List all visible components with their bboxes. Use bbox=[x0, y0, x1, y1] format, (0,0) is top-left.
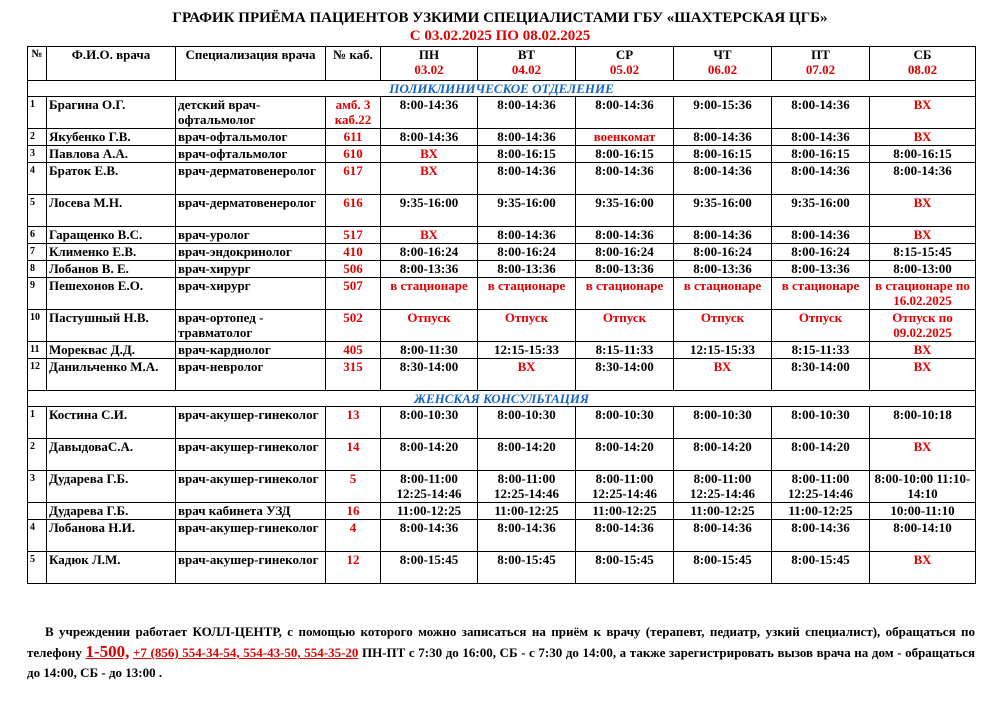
schedule-cell: 8:00-14:36 bbox=[478, 97, 576, 129]
schedule-cell: Отпуск по 09.02.2025 bbox=[870, 310, 976, 342]
schedule-cell: 8:15-11:33 bbox=[576, 342, 674, 359]
doctor-specialization: врач-акушер-гинеколог bbox=[176, 552, 326, 584]
schedule-cell: 8:00-14:36 bbox=[674, 520, 772, 552]
schedule-cell: 8:00-14:20 bbox=[381, 439, 478, 471]
schedule-cell: ВХ bbox=[870, 129, 976, 146]
schedule-cell: 8:00-14:36 bbox=[772, 129, 870, 146]
schedule-cell: 8:00-14:36 bbox=[674, 129, 772, 146]
doctor-name: Дударева Г.Б. bbox=[47, 503, 176, 520]
schedule-cell: 8:00-16:24 bbox=[674, 244, 772, 261]
row-number: 11 bbox=[28, 342, 47, 359]
row-number: 1 bbox=[28, 407, 47, 439]
doctor-specialization: врач-акушер-гинеколог bbox=[176, 471, 326, 503]
schedule-cell: ВХ bbox=[870, 359, 976, 391]
day-date: 06.02 bbox=[707, 62, 738, 77]
schedule-cell: 8:00-14:10 bbox=[870, 520, 976, 552]
schedule-cell: 8:00-15:45 bbox=[381, 552, 478, 584]
doctor-specialization: врач-офтальмолог bbox=[176, 146, 326, 163]
doctor-name: Мореквас Д.Д. bbox=[47, 342, 176, 359]
table-header-row bbox=[28, 47, 976, 81]
section-row bbox=[28, 81, 976, 97]
schedule-cell: в стационаре bbox=[381, 278, 478, 310]
day-date: 03.02 bbox=[414, 62, 444, 77]
row-number: 2 bbox=[28, 129, 47, 146]
schedule-cell: 8:00-10:18 bbox=[870, 407, 976, 439]
schedule-cell: ВХ bbox=[674, 359, 772, 391]
doctor-name: Пешехонов Е.О. bbox=[47, 278, 176, 310]
header-day-fri bbox=[772, 47, 870, 81]
schedule-cell: 8:00-14:36 bbox=[772, 163, 870, 195]
schedule-body bbox=[28, 47, 976, 584]
doctor-name: Павлова А.А. bbox=[47, 146, 176, 163]
schedule-cell: 8:00-14:36 bbox=[381, 129, 478, 146]
schedule-cell: 12:15-15:33 bbox=[478, 342, 576, 359]
table-row bbox=[28, 439, 976, 471]
table-row bbox=[28, 244, 976, 261]
schedule-cell: 8:00-11:00 12:25-14:46 bbox=[674, 471, 772, 503]
schedule-cell: ВХ bbox=[870, 342, 976, 359]
note-text-1: В учреждении работает КОЛЛ-ЦЕНТР, с помощью которого можно записаться на приём к врачу (терапевт, педиатр, узкий специалист), обращаться по телефону bbox=[27, 624, 975, 660]
doctor-specialization: врач-невролог bbox=[176, 359, 326, 391]
row-number: 3 bbox=[28, 471, 47, 503]
day-date: 07.02 bbox=[805, 62, 836, 77]
room-number: 405 bbox=[326, 342, 381, 359]
schedule-cell: ВХ bbox=[381, 146, 478, 163]
schedule-cell: 8:00-14:36 bbox=[478, 163, 576, 195]
table-row bbox=[28, 359, 976, 391]
schedule-cell: 8:00-14:36 bbox=[772, 97, 870, 129]
doctor-name: Дударева Г.Б. bbox=[47, 471, 176, 503]
table-row bbox=[28, 503, 976, 520]
doctor-specialization: врач-хирург bbox=[176, 278, 326, 310]
schedule-cell: 8:00-14:36 bbox=[576, 227, 674, 244]
day-name: СР bbox=[615, 47, 634, 62]
table-row bbox=[28, 146, 976, 163]
schedule-cell: 8:00-14:36 bbox=[772, 227, 870, 244]
schedule-cell: 8:00-14:36 bbox=[576, 97, 674, 129]
schedule-cell: ВХ bbox=[381, 163, 478, 195]
header-day-wed bbox=[576, 47, 674, 81]
doctor-name: Якубенко Г.В. bbox=[47, 129, 176, 146]
header-day-thu bbox=[674, 47, 772, 81]
table-row bbox=[28, 129, 976, 146]
schedule-cell: 8:30-14:00 bbox=[772, 359, 870, 391]
table-row bbox=[28, 520, 976, 552]
doctor-specialization: врач-акушер-гинеколог bbox=[176, 439, 326, 471]
schedule-cell: ВХ bbox=[870, 439, 976, 471]
row-number: 9 bbox=[28, 278, 47, 310]
header-day-sat bbox=[870, 47, 976, 81]
schedule-cell: 8:00-14:20 bbox=[772, 439, 870, 471]
row-number: 4 bbox=[28, 163, 47, 195]
table-row bbox=[28, 195, 976, 227]
schedule-cell: 8:00-14:36 bbox=[478, 520, 576, 552]
doctor-specialization: врач-дерматовенеролог bbox=[176, 195, 326, 227]
schedule-cell: ВХ bbox=[870, 195, 976, 227]
doctor-name: Лосева М.Н. bbox=[47, 195, 176, 227]
room-number: 506 bbox=[326, 261, 381, 278]
phone-short-link[interactable]: 1-500, bbox=[85, 642, 130, 661]
schedule-cell: 8:00-16:15 bbox=[478, 146, 576, 163]
schedule-cell: 11:00-12:25 bbox=[674, 503, 772, 520]
schedule-cell: Отпуск bbox=[674, 310, 772, 342]
header-num: № bbox=[28, 47, 47, 81]
row-number: 2 bbox=[28, 439, 47, 471]
schedule-cell: 8:00-14:36 bbox=[674, 227, 772, 244]
schedule-cell: 8:00-11:30 bbox=[381, 342, 478, 359]
room-number: 5 bbox=[326, 471, 381, 503]
schedule-cell: в стационаре bbox=[576, 278, 674, 310]
schedule-cell: 10:00-11:10 bbox=[870, 503, 976, 520]
schedule-cell: 8:00-16:24 bbox=[576, 244, 674, 261]
schedule-cell: 8:00-10:30 bbox=[772, 407, 870, 439]
schedule-cell: 8:00-10:30 bbox=[674, 407, 772, 439]
room-number: 410 bbox=[326, 244, 381, 261]
schedule-cell: 8:00-13:36 bbox=[772, 261, 870, 278]
doctor-name: Данильченко М.А. bbox=[47, 359, 176, 391]
schedule-cell: 8:00-14:36 bbox=[576, 163, 674, 195]
call-center-note bbox=[27, 622, 975, 683]
row-number: 7 bbox=[28, 244, 47, 261]
room-number: 517 bbox=[326, 227, 381, 244]
row-number: 5 bbox=[28, 195, 47, 227]
schedule-cell: 11:00-12:25 bbox=[478, 503, 576, 520]
schedule-cell: 8:00-11:00 12:25-14:46 bbox=[381, 471, 478, 503]
row-number: 12 bbox=[28, 359, 47, 391]
schedule-cell: Отпуск bbox=[772, 310, 870, 342]
doctor-name: Браток Е.В. bbox=[47, 163, 176, 195]
room-number: 4 bbox=[326, 520, 381, 552]
schedule-cell: 8:00-13:36 bbox=[381, 261, 478, 278]
doctor-specialization: врач кабинета УЗД bbox=[176, 503, 326, 520]
doctor-name: Клименко Е.В. bbox=[47, 244, 176, 261]
schedule-cell: 11:00-12:25 bbox=[772, 503, 870, 520]
schedule-cell: в стационаре bbox=[478, 278, 576, 310]
doctor-specialization: врач-акушер-гинеколог bbox=[176, 407, 326, 439]
doctor-specialization: врач-уролог bbox=[176, 227, 326, 244]
row-number: 10 bbox=[28, 310, 47, 342]
header-day-tue bbox=[478, 47, 576, 81]
schedule-cell: Отпуск bbox=[576, 310, 674, 342]
doctor-name: Лобанова Н.И. bbox=[47, 520, 176, 552]
schedule-cell: 8:00-13:36 bbox=[478, 261, 576, 278]
schedule-cell: 8:00-11:00 12:25-14:46 bbox=[576, 471, 674, 503]
schedule-cell: ВХ bbox=[870, 552, 976, 584]
schedule-cell: 8:00-11:00 12:25-14:46 bbox=[772, 471, 870, 503]
day-name: ЧТ bbox=[713, 47, 732, 62]
schedule-cell: 9:35-16:00 bbox=[674, 195, 772, 227]
schedule-cell: Отпуск bbox=[478, 310, 576, 342]
schedule-cell: 8:00-16:24 bbox=[478, 244, 576, 261]
schedule-cell: ВХ bbox=[870, 227, 976, 244]
doctor-specialization: врач-кардиолог bbox=[176, 342, 326, 359]
day-name: СБ bbox=[913, 47, 932, 62]
schedule-cell: 8:00-14:36 bbox=[478, 129, 576, 146]
room-number: 315 bbox=[326, 359, 381, 391]
doctor-specialization: детский врач-офтальмолог bbox=[176, 97, 326, 129]
schedule-table bbox=[27, 46, 976, 584]
doctor-name: Пастушный Н.В. bbox=[47, 310, 176, 342]
doctor-name: Костина С.И. bbox=[47, 407, 176, 439]
schedule-cell: 8:00-16:15 bbox=[772, 146, 870, 163]
schedule-cell: 11:00-12:25 bbox=[576, 503, 674, 520]
table-row bbox=[28, 342, 976, 359]
table-row bbox=[28, 471, 976, 503]
schedule-cell: 9:35-16:00 bbox=[576, 195, 674, 227]
table-row bbox=[28, 261, 976, 278]
doctor-name: Гаращенко В.С. bbox=[47, 227, 176, 244]
schedule-cell: Отпуск bbox=[381, 310, 478, 342]
doctor-specialization: врач-офтальмолог bbox=[176, 129, 326, 146]
page-subtitle: С 03.02.2025 ПО 08.02.2025 bbox=[409, 28, 591, 44]
room-number: 616 bbox=[326, 195, 381, 227]
schedule-cell: 8:00-13:36 bbox=[576, 261, 674, 278]
header-name: Ф.И.О. врача bbox=[47, 47, 176, 81]
table-row bbox=[28, 310, 976, 342]
schedule-cell: 9:35-16:00 bbox=[772, 195, 870, 227]
day-date: 08.02 bbox=[907, 62, 938, 77]
table-row bbox=[28, 227, 976, 244]
room-number: 14 bbox=[326, 439, 381, 471]
page-title: ГРАФИК ПРИЁМА ПАЦИЕНТОВ УЗКИМИ СПЕЦИАЛИСТАМИ ГБУ «ШАХТЕРСКАЯ ЦГБ» bbox=[172, 10, 828, 26]
schedule-cell: 8:00-10:30 bbox=[576, 407, 674, 439]
table-row bbox=[28, 278, 976, 310]
schedule-cell: 8:30-14:00 bbox=[576, 359, 674, 391]
day-date: 05.02 bbox=[609, 62, 640, 77]
schedule-cell: 8:00-10:30 bbox=[478, 407, 576, 439]
schedule-cell: ВХ bbox=[381, 227, 478, 244]
doctor-name: Кадюк Л.М. bbox=[47, 552, 176, 584]
room-number: амб. 3 каб.22 bbox=[326, 97, 381, 129]
row-number: 8 bbox=[28, 261, 47, 278]
table-row bbox=[28, 97, 976, 129]
schedule-cell: 8:30-14:00 bbox=[381, 359, 478, 391]
day-name: ПН bbox=[418, 47, 440, 62]
schedule-cell: 8:00-10:00 11:10-14:10 bbox=[870, 471, 976, 503]
schedule-cell: 8:00-15:45 bbox=[576, 552, 674, 584]
table-row bbox=[28, 163, 976, 195]
room-number: 610 bbox=[326, 146, 381, 163]
section-row bbox=[28, 391, 976, 407]
schedule-cell: военкомат bbox=[576, 129, 674, 146]
schedule-cell: 8:00-13:36 bbox=[674, 261, 772, 278]
schedule-cell: 8:15-15:45 bbox=[870, 244, 976, 261]
schedule-cell: 8:00-14:36 bbox=[870, 163, 976, 195]
schedule-cell: 8:00-14:36 bbox=[381, 97, 478, 129]
schedule-cell: 8:00-14:36 bbox=[772, 520, 870, 552]
section-title: ПОЛИКЛИНИЧЕСКОЕ ОТДЕЛЕНИЕ bbox=[28, 81, 976, 97]
schedule-cell: в стационаре bbox=[674, 278, 772, 310]
row-number: 3 bbox=[28, 146, 47, 163]
schedule-cell: 8:00-16:15 bbox=[576, 146, 674, 163]
schedule-cell: ВХ bbox=[870, 97, 976, 129]
schedule-cell: в стационаре bbox=[772, 278, 870, 310]
doctor-specialization: врач-эндокринолог bbox=[176, 244, 326, 261]
table-row bbox=[28, 407, 976, 439]
schedule-cell: 8:00-14:20 bbox=[576, 439, 674, 471]
schedule-cell: 8:00-14:36 bbox=[381, 520, 478, 552]
schedule-cell: 11:00-12:25 bbox=[381, 503, 478, 520]
row-number bbox=[28, 503, 47, 520]
schedule-cell: ВХ bbox=[478, 359, 576, 391]
row-number: 6 bbox=[28, 227, 47, 244]
room-number: 617 bbox=[326, 163, 381, 195]
schedule-cell: 8:00-13:00 bbox=[870, 261, 976, 278]
header-spec: Специализация врача bbox=[176, 47, 326, 81]
note-text-2: ПН-ПТ с 7:30 до 16:00, СБ - с 7:30 до 14:00, а также зарегистрировать вызов врача на дом - обращаться до 14:00, СБ - до 13:00 . bbox=[27, 645, 976, 680]
phone-numbers-link[interactable]: +7 (856) 554-34-54, 554-43-50, 554-35-20 bbox=[132, 645, 359, 660]
header-day-mon bbox=[381, 47, 478, 81]
schedule-cell: 9:35-16:00 bbox=[381, 195, 478, 227]
schedule-cell: 8:00-16:15 bbox=[674, 146, 772, 163]
schedule-cell: 8:00-15:45 bbox=[674, 552, 772, 584]
row-number: 1 bbox=[28, 97, 47, 129]
table-row bbox=[28, 552, 976, 584]
schedule-cell: 8:00-16:24 bbox=[772, 244, 870, 261]
schedule-cell: 8:00-10:30 bbox=[381, 407, 478, 439]
room-number: 502 bbox=[326, 310, 381, 342]
room-number: 611 bbox=[326, 129, 381, 146]
schedule-cell: 8:15-11:33 bbox=[772, 342, 870, 359]
schedule-cell: 8:00-14:36 bbox=[478, 227, 576, 244]
room-number: 12 bbox=[326, 552, 381, 584]
doctor-specialization: врач-дерматовенеролог bbox=[176, 163, 326, 195]
schedule-cell: 9:00-15:36 bbox=[674, 97, 772, 129]
section-title: ЖЕНСКАЯ КОНСУЛЬТАЦИЯ bbox=[28, 391, 976, 407]
row-number: 4 bbox=[28, 520, 47, 552]
room-number: 16 bbox=[326, 503, 381, 520]
header-room: № каб. bbox=[326, 47, 381, 81]
day-date: 04.02 bbox=[511, 62, 542, 77]
day-name: ПТ bbox=[811, 47, 830, 62]
schedule-cell: 8:00-15:45 bbox=[478, 552, 576, 584]
doctor-name: Брагина О.Г. bbox=[47, 97, 176, 129]
schedule-cell: 8:00-15:45 bbox=[772, 552, 870, 584]
doctor-specialization: врач-ортопед - травматолог bbox=[176, 310, 326, 342]
schedule-cell: 8:00-14:20 bbox=[478, 439, 576, 471]
schedule-cell: 8:00-16:24 bbox=[381, 244, 478, 261]
schedule-cell: 8:00-14:36 bbox=[576, 520, 674, 552]
doctor-specialization: врач-хирург bbox=[176, 261, 326, 278]
schedule-cell: 8:00-11:00 12:25-14:46 bbox=[478, 471, 576, 503]
schedule-cell: 9:35-16:00 bbox=[478, 195, 576, 227]
room-number: 507 bbox=[326, 278, 381, 310]
doctor-specialization: врач-акушер-гинеколог bbox=[176, 520, 326, 552]
doctor-name: Лобанов В. Е. bbox=[47, 261, 176, 278]
schedule-cell: в стационаре по 16.02.2025 bbox=[870, 278, 976, 310]
schedule-cell: 8:00-14:20 bbox=[674, 439, 772, 471]
schedule-cell: 12:15-15:33 bbox=[674, 342, 772, 359]
schedule-cell: 8:00-14:36 bbox=[674, 163, 772, 195]
day-name: ВТ bbox=[517, 47, 536, 62]
doctor-name: ДавыдоваС.А. bbox=[47, 439, 176, 471]
schedule-cell: 8:00-16:15 bbox=[870, 146, 976, 163]
room-number: 13 bbox=[326, 407, 381, 439]
row-number: 5 bbox=[28, 552, 47, 584]
